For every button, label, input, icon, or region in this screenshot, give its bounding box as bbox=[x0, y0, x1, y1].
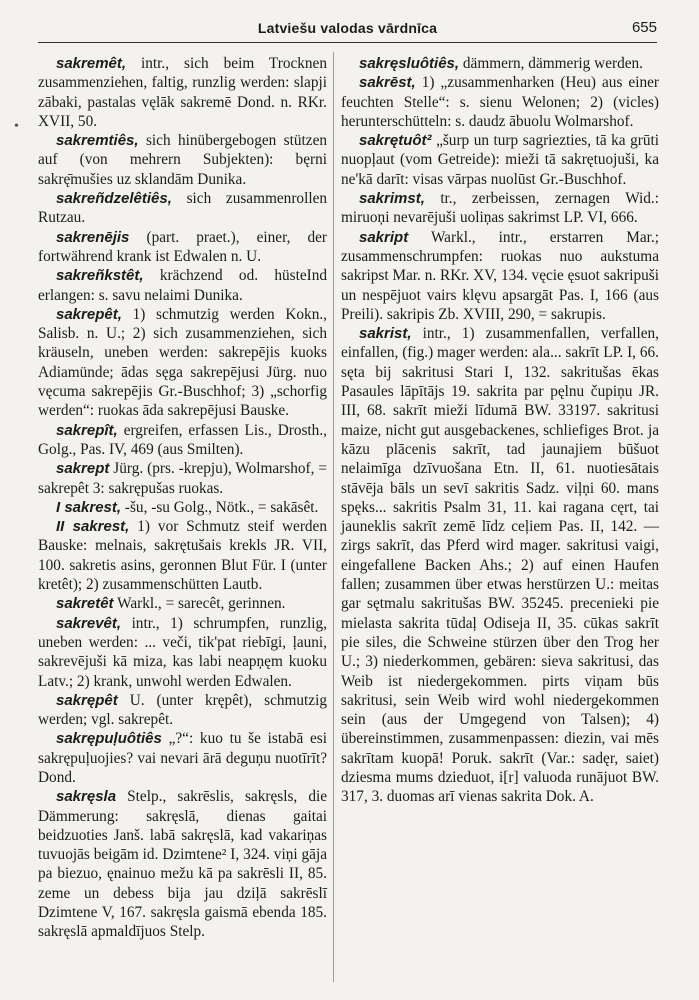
entry-definition: intr., 1) schrumpfen, runzlig, uneben werden: ... veči, tik'pat riebīgi, ļauni, sakrevējuši kā miza, kas labi neapņęm kuoku Latv.; 2) krank, unwohl werden Edwalen. bbox=[38, 614, 328, 690]
page-header bbox=[38, 18, 657, 43]
dictionary-entry bbox=[38, 131, 327, 189]
entry-definition: „šurp un turp sagriezties, tā ka grūti nuopļaut (vom Getreide): mieži tā sakrętuojuši, ka ne'kā darīt: visas vārpas nuolūst Gr.-Buschhof. bbox=[341, 132, 660, 188]
entry-headword: sakrist, bbox=[359, 325, 412, 343]
entry-definition: intr., 1) zusammenfallen, verfallen, einfallen, (fig.) mager werden: ala... sakrīt LP. I, 66. sęta bij sakritusi Stari I, 132. sakritušas ēkas Pasaules lāpītājs 19. sakrita par pęlnu čupiņu JR. III, 68. sakrīt mieži līdumā BW. 33197. sakritusi maize, nicht gut ausgebackenes, schliefiges Brot. ja kāzu plācenis sakrīt, tad jaunajiem būšuot nelaimīga dzīvuošana Etn. II, 61. nuotiesātais stāvēja bāls un sevī sakritis Sadz. viļņi 60. mans spęks... sakritis Psalm 31, 11. kai ragana cęrt, tai jauneklis sakrīt zemē līdz ceļiem Pas. II, 142. — zirgs sakrīt, das Pferd wird mager. sakritusi vaigi, eingefallene Backen Ahs.; 2) auf einen Haufen fallen; zusammen über etwas herstürzen U.: meitas gar sętmalu sakritušas BW. 35245. precenieki pie mielasta sakrita tūdaļ Odiseja II, 35. cūkas sakrīt pie siles, die Schweine stürzen über den Trog her U.; 3) niederkommen, gebären: sieva sakritusi, das Weib ist niedergekommen. pirts viņam būs sakritusi, sein Weib wird wohl niedergekommen sein (aus der Umgegend von Talsen); 4) übereinstimmen, zusammenpassen: diezin, vai mēs sakrītam kuopā! Poruk. sakrīt (Var.: sadęr, saiet) dziesma mums dzieduot, i[r] valuoda runājuot BW. 317, 3. duomas arī vienas sakrita Dok. A. bbox=[341, 325, 659, 806]
page-number: 655 bbox=[631, 19, 657, 36]
dictionary-entry bbox=[38, 517, 327, 594]
entry-definition: intr., sich beim Trocknen zusammenziehen, faltig, runzlig werden: slapji zābaki, pastalas vęlāk sakremē Dond. n. RKr. XVII, 50. bbox=[38, 55, 327, 130]
entry-definition: Stelp., sakrēslis, sakręsls, die Dämmerung: sakręslā, dienas gaitai beidzuoties Janš. labā sakręslā, kad vakariņas tuvuojās beigām id. Dzimtene² I, 324. viņi gāja pa biezuo, ęnainuo mežu kā pa sakrēsli II, 85. zeme un debess bija jau dziļā sakrēslī Dzimtene V, 167. sakręsla gaismā ebenda 185. sakręslā apmaldījuos Stelp. bbox=[38, 788, 328, 941]
entry-headword: sakrept bbox=[56, 460, 110, 478]
entry-headword: sakrimst, bbox=[359, 190, 425, 208]
entry-headword: sakript bbox=[359, 228, 409, 246]
dictionary-entry bbox=[38, 189, 327, 228]
entry-headword: I sakrest, bbox=[56, 498, 122, 516]
entry-definition: Warkl., intr., erstarren Mar.; zusammenschrumpfen: ruokas nuo aukstuma sakripst Mar. n. RKr. XV, 134. vęcie ęsuot sakripuši un nespējuot vairs klęvu apsargāt Pas. I, 166 (aus Preili). sakripis Zb. XVIII, 290, = sakrupis. bbox=[341, 228, 659, 323]
dictionary-entry bbox=[38, 459, 327, 498]
entry-headword: sakręsluôtiês, bbox=[359, 55, 460, 72]
entry-headword: sakremêt, bbox=[56, 55, 127, 72]
dictionary-entry bbox=[38, 54, 327, 131]
dictionary-entry bbox=[38, 266, 327, 305]
entry-headword: sakręsla bbox=[56, 788, 117, 806]
entry-headword: sakrēst, bbox=[359, 74, 416, 92]
dictionary-entry bbox=[38, 228, 327, 267]
entry-headword: II sakrest, bbox=[56, 518, 130, 536]
dictionary-entry bbox=[38, 498, 327, 517]
entry-headword: sakrepêt, bbox=[56, 305, 122, 323]
entry-definition: 1) schmutzig werden Kokn., Salisb. n. U.; 2) sich zusammenziehen, sich kräuseln, uneben werden: sakrepējis kuoks Adiamünde; ādas sęga sakrepējusi Jürg. nuo vęcuma sakrepējis Gr.-Buschhof; 3) „schorfig werden“: ruokas āda sakrepējusi Bauske. bbox=[38, 305, 328, 420]
dictionary-entry bbox=[38, 614, 327, 691]
entry-definition: Jürg. (prs. -krepju), Wolmarshof, = sakrepêt 3: sakrępušas ruokas. bbox=[38, 460, 327, 497]
entry-headword: sakrenējis bbox=[56, 228, 130, 246]
entry-headword: sakremtiês, bbox=[56, 132, 139, 150]
dictionary-entry bbox=[341, 324, 659, 806]
dictionary-entry bbox=[341, 131, 659, 189]
dictionary-entry bbox=[38, 787, 327, 941]
entry-definition: krächzend od. hüsteInd erlangen: s. savu nelaimi Dunika. bbox=[38, 267, 327, 304]
right-column bbox=[341, 54, 659, 807]
entry-definition: ergreifen, erfassen Lis., Drosth., Golg., Pas. IV, 469 (aus Smilten). bbox=[38, 421, 327, 458]
entry-definition: dämmern, dämmerig werden. bbox=[462, 55, 643, 72]
entry-headword: sakrępêt bbox=[56, 691, 118, 709]
dictionary-entry bbox=[341, 228, 659, 324]
page-title: Latviešu valodas vārdnīca bbox=[257, 20, 438, 36]
entry-definition: tr., zerbeissen, zernagen Wid.: miruoņi nevarējuši uoliņas sakrimst LP. VI, 666. bbox=[341, 190, 659, 227]
entry-definition: sich hinübergebogen stützen auf (von mehrern Subjekten): bęrni sakrę̄mušies uz sklandām Dunika. bbox=[38, 132, 328, 188]
entry-definition: (part. praet.), einer, der fortwährend krank ist Edwalen n. U. bbox=[38, 228, 327, 265]
entry-definition: „?“: kuo tu še istabā esi sakrępuļuojies? vai nevari ārā deguņu nuotīrīt? Dond. bbox=[38, 730, 328, 786]
entry-definition: sich zusammenrollen Rutzau. bbox=[38, 190, 328, 227]
entry-definition: -šu, -su Golg., Nötk., = sakāsêt. bbox=[124, 498, 319, 516]
margin-mark: • bbox=[14, 119, 19, 134]
left-column bbox=[38, 54, 327, 942]
entry-definition: 1) vor Schmutz steif werden Bauske: melnais, sakrętušais krekls JR. VII, 100. sakretis asins, geronnen Blut Für. I (unter kretêt); 2) zusammenschütten Lautb. bbox=[38, 518, 327, 594]
entry-headword: sakrevêt, bbox=[56, 614, 122, 632]
entry-headword: sakreñdzelêtiês, bbox=[56, 190, 172, 208]
dictionary-entry bbox=[341, 189, 659, 228]
entry-headword: sakretêt bbox=[56, 595, 114, 613]
dictionary-entry bbox=[38, 421, 327, 460]
dictionary-entry bbox=[341, 54, 659, 73]
entry-headword: sakrętuôt² bbox=[359, 132, 432, 150]
column-divider bbox=[333, 52, 334, 982]
entry-definition: Warkl., = sarecêt, gerinnen. bbox=[117, 595, 286, 613]
entry-headword: sakrępuļuôtiês bbox=[56, 730, 162, 748]
entry-headword: sakreñkstêt, bbox=[56, 267, 144, 285]
dictionary-entry bbox=[38, 691, 327, 730]
dictionary-entry bbox=[38, 305, 327, 421]
dictionary-entry bbox=[341, 73, 659, 131]
entry-definition: 1) „zusammenharken (Heu) aus einer feuchten Stelle“: s. sienu Welonen; 2) (vicles) herunterschütteln: s. daudz ābuolu Wolmarshof. bbox=[341, 74, 659, 130]
dictionary-entry bbox=[38, 729, 327, 787]
dictionary-entry bbox=[38, 594, 327, 613]
entry-headword: sakrepît, bbox=[56, 421, 118, 439]
entry-definition: U. (unter krępêt), schmutzig werden; vgl. sakrepêt. bbox=[38, 691, 327, 729]
